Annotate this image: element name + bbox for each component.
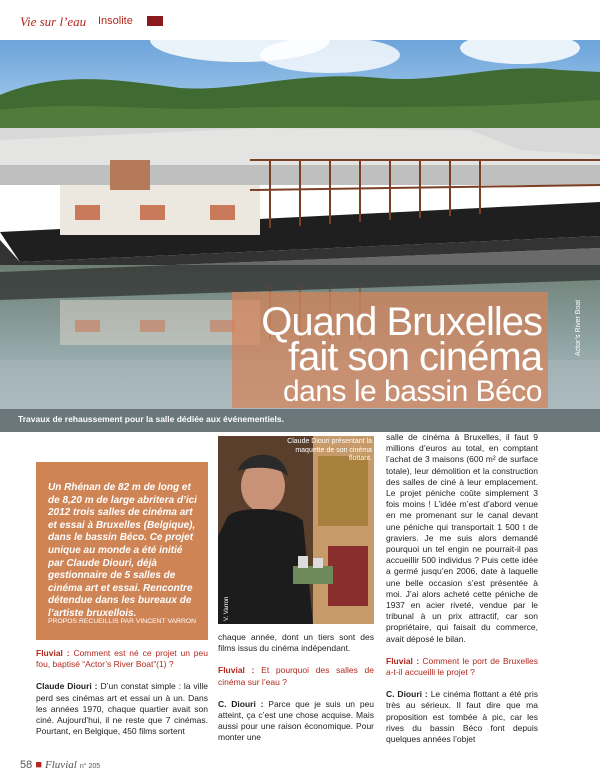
column-2 — [218, 632, 374, 755]
question-label: Fluvial : — [218, 665, 255, 676]
answer-1 — [36, 681, 208, 737]
answer-continued: salle de cinéma à Bruxelles, il faut 9 millions d’euros au total, en comptant l’achat de 3 maisons (600 m² de surface totale), leur démolition et la construction des salles de ciné à leur emplacement. Le projet péniche coûte simplement 3 fois moins ! L’idée m’est d’abord venue en me promenant sur le canal devant une péniche qui transportait 1 500 t de graviers. Je me suis alors demandé pourquoi un tel engin ne pourrait-il pas accueillir 500 individus ? Puis cette idée a germé jusqu’en 2006, date à laquelle une belle occasion s’est présentée à moi. J’ai alors acheté cette péniche de 1937 en acier riveté, vendue par le tribunal à un prix attractif, car son propriétaire, qui faisait du commerce, avait déposé le bilan. — [386, 432, 538, 644]
answer-text: Parce que je suis un peu atteint, ça c’est une chose acquise. Mais aussi pour une raison économique. Pour monter une — [218, 698, 375, 743]
answer-label: C. Diouri : — [218, 698, 264, 709]
page-header — [0, 0, 600, 40]
question-text: Comment le port de Bruxelles a-t-il accueilli le projet ? — [386, 655, 538, 678]
byline: PROPOS RECUEILLIS PAR VINCENT VARRON — [48, 618, 197, 625]
hero-caption: Travaux de rehaussement pour la salle dédiée aux événementiels. — [18, 414, 284, 424]
question-text: Comment est né ce projet un peu fou, baptisé “Actor’s River Boat”(1) ? — [36, 648, 208, 670]
headline-line-2: fait son cinéma — [287, 335, 542, 379]
answer-label: Claude Diouri : — [36, 681, 98, 692]
intro-text: Un Rhénan de 82 m de long et de 8,20 m de large abritera d’ici 2012 trois salles de cinéma art et essai à Bruxelles (Belgique), dans le bassin Béco. Ce projet unique au monde a été initié par Claude Diouri, déjà gestionnaire de 5 salles de cinéma art et essai. Rencontre détendue dans les bureaux de l’artiste bruxellois. — [48, 482, 197, 619]
question-3 — [386, 656, 538, 678]
portrait-photo — [218, 436, 374, 624]
intro-box — [36, 462, 208, 640]
answer-continued: chaque année, dont un tiers sont des films issus du cinéma indépendant. — [218, 632, 374, 654]
question-2 — [218, 665, 374, 687]
question-1 — [36, 648, 208, 670]
answer-text: D’un constat simple : la ville perd ses cinémas art et essai un à un. Dans les années 1970, chaque quartier avait son ciné. Aujourd’hui, il ne reste que 7 cinémas. Pourtant, en Belgique, 450 films sortent — [36, 681, 208, 737]
question-label: Fluvial : — [36, 648, 70, 658]
magazine-name: Fluvial — [45, 759, 77, 771]
rubric-accent-bar — [147, 16, 163, 26]
column-3 — [386, 432, 538, 756]
portrait-caption: Claude Diouri présentant la maquette de son cinéma flottant. — [287, 438, 372, 462]
headline-line-3: dans le bassin Béco — [282, 375, 542, 408]
answer-3 — [386, 689, 538, 745]
portrait-credit: V. Varron — [224, 596, 230, 621]
section-rubric: Vie sur l’eau — [20, 14, 87, 29]
footer-bullet: ■ — [35, 759, 42, 771]
issue-number: n° 205 — [79, 763, 101, 770]
headline-line-1: Quand Bruxelles — [261, 300, 542, 344]
column-1 — [36, 648, 208, 748]
section-subrubric: Insolite — [98, 15, 133, 27]
question-text: Et pourquoi des salles de cinéma sur l’eau ? — [218, 665, 374, 687]
page-footer — [20, 759, 100, 771]
page-number: 58 — [20, 759, 33, 771]
answer-2 — [218, 699, 374, 744]
question-label: Fluvial : — [386, 655, 420, 666]
hero-photo-credit: Actor’s River Boat — [575, 299, 582, 356]
answer-text: Le cinéma flottant a été pris très au sérieux. Il faut dire que ma proposition est tombée à pic, car les rives du bassin Béco font depuis quelques années l’objet — [386, 689, 538, 745]
answer-label: C. Diouri : — [386, 689, 428, 700]
